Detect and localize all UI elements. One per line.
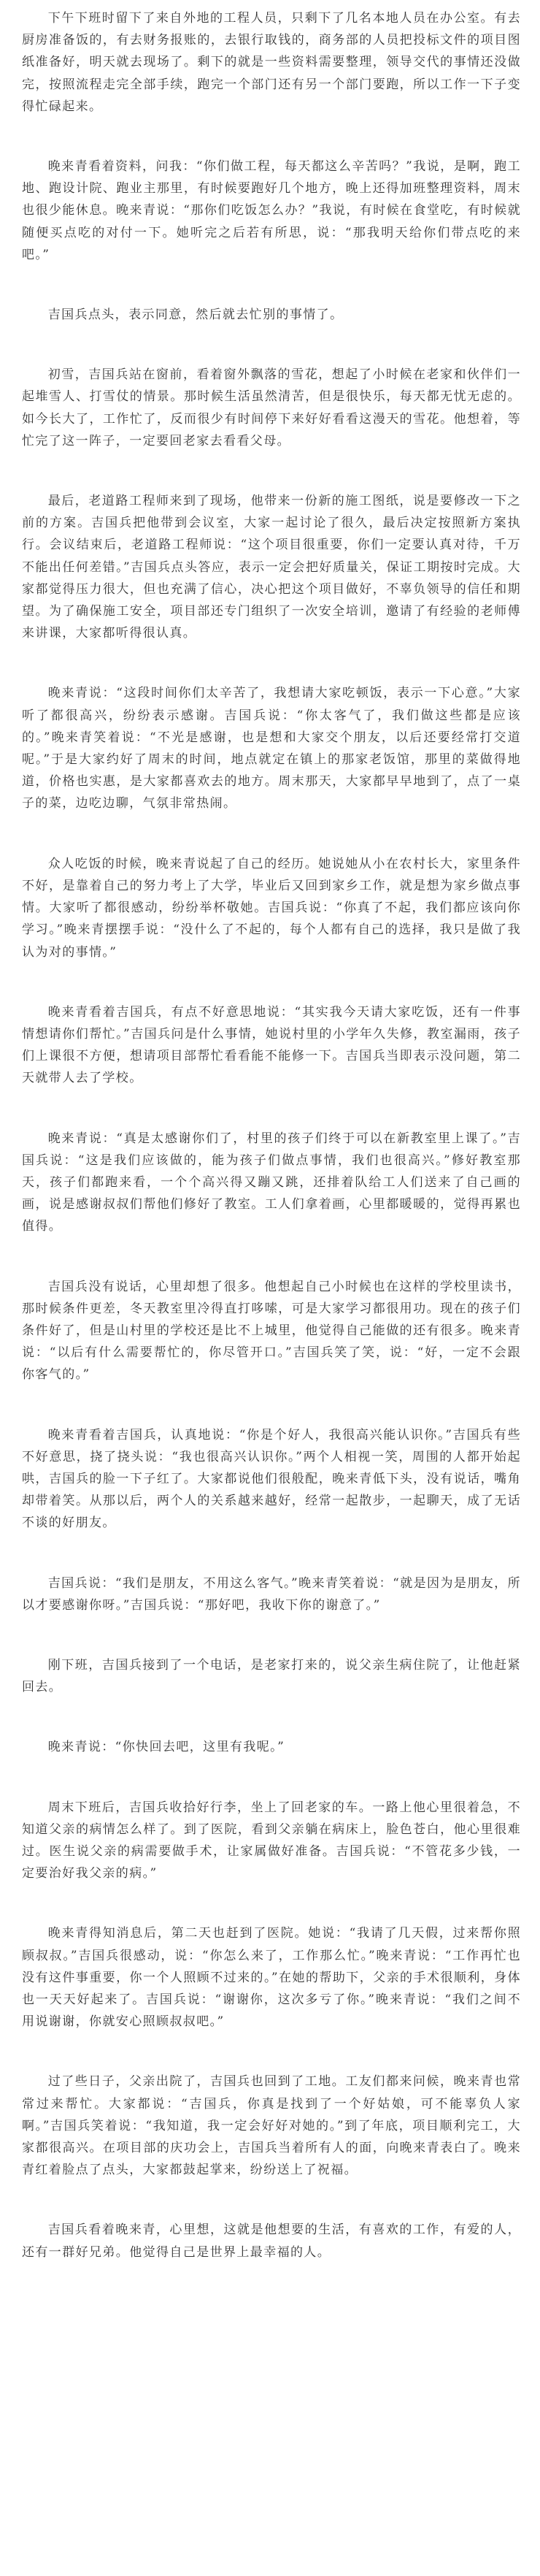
paragraph: 刚下班，吉国兵接到了一个电话，是老家打来的，说父亲生病住院了，让他赶紧回去。 <box>22 1657 521 1695</box>
paragraph: 晚来青说：“这段时间你们太辛苦了，我想请大家吃顿饭，表示一下心意。”大家听了都很高兴，纷纷表示感谢。吉国兵说：“你太客气了，我们做这些都是应该的。”晚来青笑着说：“不光是感谢，也是想和大家交个朋友，以后还要经常打交道呢。”于是大家约好了周末的时间，地点就定在镇上的那家老饭馆，那里的菜做得地道，价格也实惠，是大家都喜欢去的地方。周末那天，大家都早早地到了，点了一桌子的菜，边吃边聊，气氛非常热闹。 <box>22 686 521 811</box>
paragraph: 周末下班后，吉国兵收拾好行李，坐上了回老家的车。一路上他心里很着急，不知道父亲的病情怎么样了。到了医院，看到父亲躺在病床上，脸色苍白，他心里很难过。医生说父亲的病需要做手术，让家属做好准备。吉国兵说：“不管花多少钱，一定要治好我父亲的病。” <box>22 1800 521 1881</box>
paragraph: 吉国兵看着晚来青，心里想，这就是他想要的生活，有喜欢的工作，有爱的人，还有一群好兄弟。他觉得自己是世界上最幸福的人。 <box>22 2223 521 2260</box>
paragraph: 晚来青说：“你快回去吧，这里有我呢。” <box>47 1740 285 1755</box>
paragraph: 最后，老道路工程师来到了现场，他带来一份新的施工图纸，说是要修改一下之前的方案。吉国兵把他带到会议室，大家一起讨论了很久，最后决定按照新方案执行。会议结束后，老道路工程师说：“这个项目很重要，你们一定要认真对待，千万不能出任何差错。”吉国兵点头答应，表示一定会把好质量关，保证工期按时完成。大家都觉得压力很大，但也充满了信心，决心把这个项目做好，不辜负领导的信任和期望。为了确保施工安全，项目部还专门组织了一次安全培训，邀请了有经验的老师傅来讲课，大家都听得很认真。 <box>22 494 521 641</box>
paragraph: 初雪，吉国兵站在窗前，看着窗外飘落的雪花，想起了小时候在老家和伙伴们一起堆雪人、打雪仗的情景。那时候生活虽然清苦，但是很快乐，每天都无忧无虑的。如今长大了，工作忙了，反而很少有时间停下来好好看看这漫天的雪花。他想着，等忙完了这一阵子，一定要回老家去看看父母。 <box>22 367 521 448</box>
paragraph: 众人吃饭的时候，晚来青说起了自己的经历。她说她从小在农村长大，家里条件不好，是靠着自己的努力考上了大学，毕业后又回到家乡工作，就是想为家乡做点事情。大家听了都很感动，纷纷举杯敬她。吉国兵说：“你真了不起，我们都应该向你学习。”晚来青摆摆手说：“没什么了不起的，每个人都有自己的选择，我只是做了我认为对的事情。” <box>22 856 521 960</box>
paragraph: 晚来青说：“真是太感谢你们了，村里的孩子们终于可以在新教室里上课了。”吉国兵说：“这是我们应该做的，能为孩子们做点事情，我们也很高兴。”修好教室那天，孩子们都跑来看，一个个高兴得又蹦又跳，还排着队给工人们送来了自己画的画，说是感谢叔叔们帮他们修好了教室。工人们拿着画，心里都暖暖的，觉得再累也值得。 <box>22 1131 521 1234</box>
paragraph: 吉国兵点头，表示同意，然后就去忙别的事情了。 <box>47 307 344 323</box>
paragraph: 过了些日子，父亲出院了，吉国兵也回到了工地。工友们都来问候，晚来青也常常过来帮忙。大家都说：“吉国兵，你真是找到了一个好姑娘，可不能辜负人家啊。”吉国兵笑着说：“我知道，我一定会好好对她的。”到了年底，项目顺利完工，大家都很高兴。在项目部的庆功会上，吉国兵当着所有人的面，向晚来青表白了。晚来青红着脸点了点头，大家都鼓起掌来，纷纷送上了祝福。 <box>22 2074 521 2178</box>
paragraph: 晚来青得知消息后，第二天也赶到了医院。她说：“我请了几天假，过来帮你照顾叔叔。”吉国兵很感动，说：“你怎么来了，工作那么忙。”晚来青说：“工作再忙也没有这件事重要，你一个人照顾不过来的。”在她的帮助下，父亲的手术很顺利，身体也一天天好起来了。吉国兵说：“谢谢你，这次多亏了你。”晚来青说：“我们之间不用说谢谢，你就安心照顾叔叔吧。” <box>22 1926 521 2030</box>
paragraph: 下午下班时留下了来自外地的工程人员，只剩下了几名本地人员在办公室。有去厨房准备饭的，有去财务报账的，去银行取钱的，商务部的人员把投标文件的项目图纸准备好，明天就去现场了。剩下的就是一些资料需要整理，领导交代的事情还没做完，按照流程走完全部手续，跑完一个部门还有另一个部门要跑，所以工作一下子变得忙碌起来。 <box>22 11 521 114</box>
paragraph: 晚来青看着吉国兵，认真地说：“你是个好人，我很高兴能认识你。”吉国兵有些不好意思，挠了挠头说：“我也很高兴认识你。”两个人相视一笑，周围的人都开始起哄，吉国兵的脸一下子红了。大家都说他们很般配，晚来青低下头，没有说话，嘴角却带着笑。从那以后，两个人的关系越来越好，经常一起散步，一起聊天，成了无话不谈的好朋友。 <box>22 1427 521 1531</box>
paragraph: 吉国兵没有说话，心里却想了很多。他想起自己小时候也在这样的学校里读书，那时候条件更差，冬天教室里冷得直打哆嗦，可是大家学习都很用功。现在的孩子们条件好了，但是山村里的学校还是比不上城里，他觉得自己能做的还有很多。晚来青说：“以后有什么需要帮忙的，你尽管开口。”吉国兵笑了笑，说：“好，一定不会跟你客气的。” <box>22 1279 521 1383</box>
paragraph: 吉国兵说：“我们是朋友，不用这么客气。”晚来青笑着说：“就是因为是朋友，所以才要感谢你呀。”吉国兵说：“那好吧，我收下你的谢意了。” <box>22 1575 521 1613</box>
paragraph: 晚来青看着吉国兵，有点不好意思地说：“其实我今天请大家吃饭，还有一件事情想请你们帮忙。”吉国兵问是什么事情，她说村里的小学年久失修，教室漏雨，孩子们上课很不方便，想请项目部帮忙看看能不能修一下。吉国兵当即表示没问题，第二天就带人去了学校。 <box>22 1004 521 1086</box>
paragraph: 晚来青看着资料，问我：“你们做工程，每天都这么辛苦吗？”我说，是啊，跑工地、跑设计院、跑业主那里，有时候要跑好几个地方，晚上还得加班整理资料，周末也很少能休息。晚来青说：“那你们吃饭怎么办？”我说，有时候在食堂吃，有时候就随便买点吃的对付一下。她听完之后若有所思，说：“那我明天给你们带点吃的来吧。” <box>22 159 521 262</box>
